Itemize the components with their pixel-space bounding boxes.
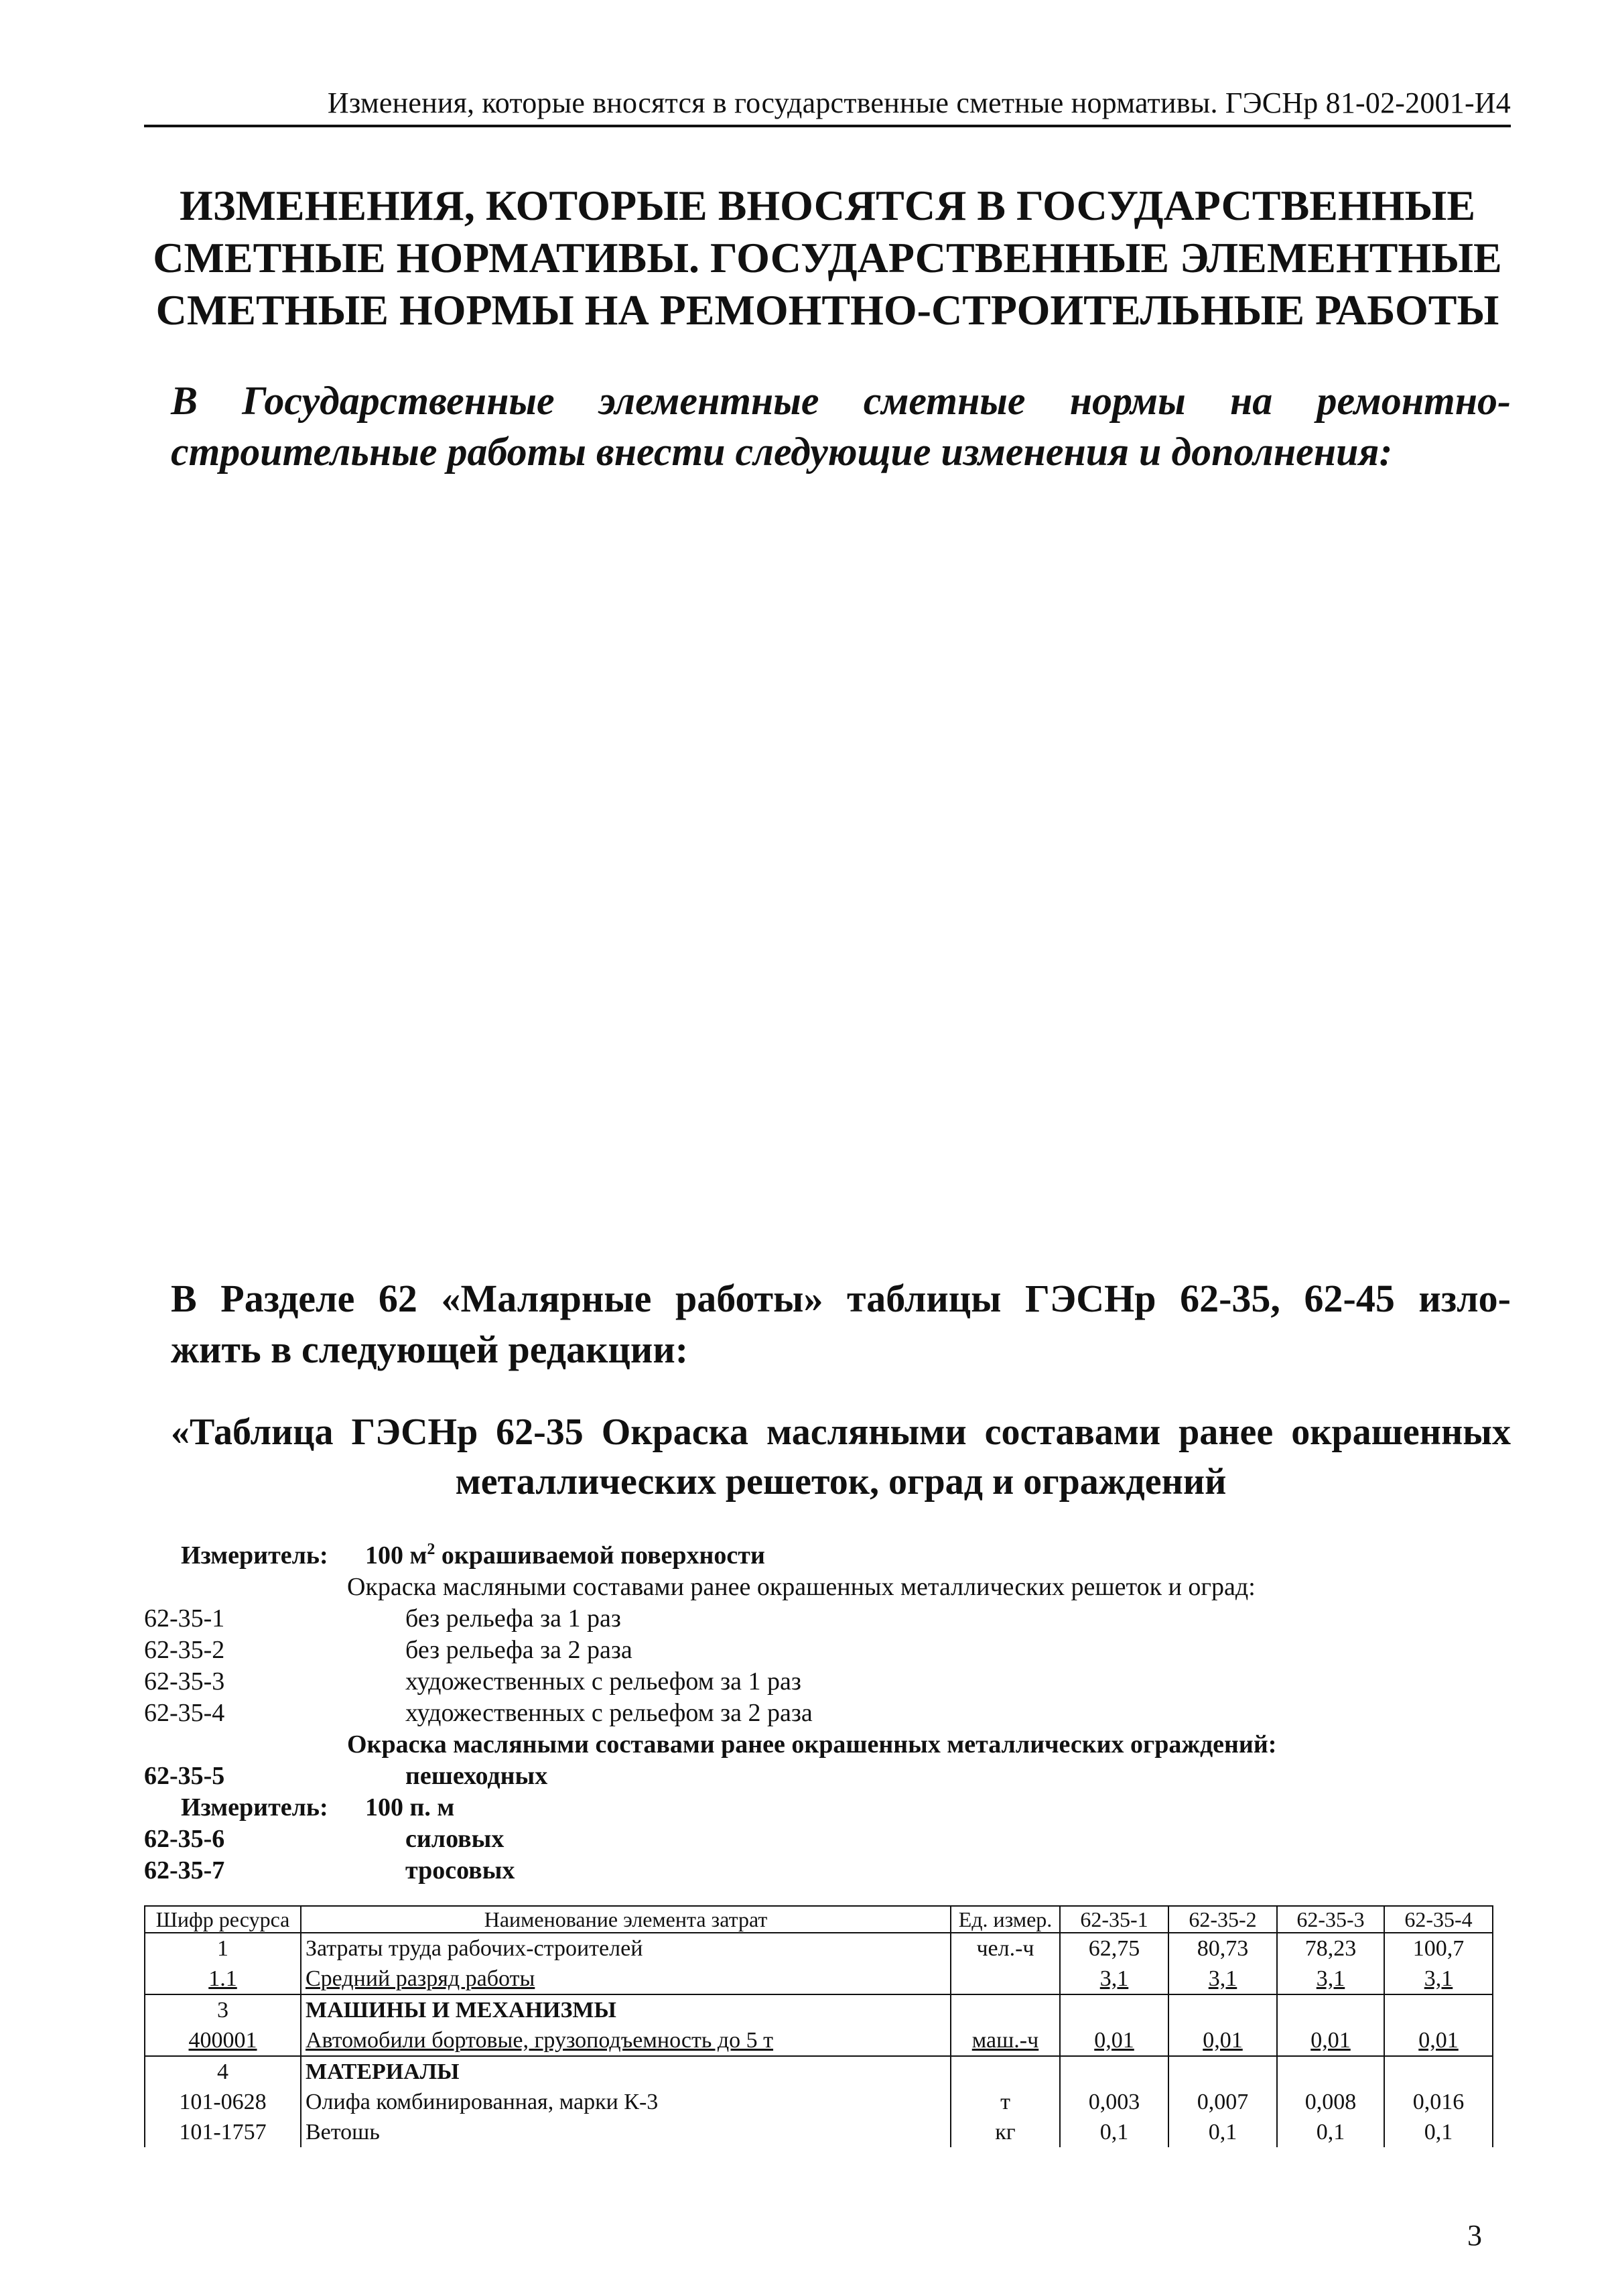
table-cell: 101-0628 (145, 2087, 301, 2117)
table-cell: 101-1757 (145, 2117, 301, 2147)
intro-paragraph (171, 375, 1511, 477)
document-title (144, 180, 1511, 336)
meter-value (365, 1540, 765, 1572)
meter-value-sup: 2 (427, 1541, 435, 1558)
table-cell: 0,1 (1277, 2117, 1384, 2147)
table-row (145, 1964, 1493, 1994)
section-line-2: жить в следующей редакции: (171, 1328, 689, 1371)
table-cell (951, 1994, 1060, 2025)
table-cell: Затраты труда рабочих-строителей (301, 1933, 951, 1964)
table-cell: 78,23 (1277, 1933, 1384, 1964)
norm-code: 62-35-2 (144, 1636, 225, 1664)
norm-code: 62-35-3 (144, 1667, 225, 1696)
column-header: 62-35-4 (1384, 1906, 1493, 1933)
table-cell (1277, 1994, 1384, 2025)
table-cell: кг (951, 2117, 1060, 2147)
table-cell: 4 (145, 2056, 301, 2087)
norm-code: 62-35-5 (144, 1762, 225, 1790)
table-cell: 0,1 (1060, 2117, 1168, 2147)
table-cell: 3,1 (1384, 1964, 1493, 1994)
table-row (145, 1994, 1493, 2025)
norm-code: 62-35-7 (144, 1856, 225, 1885)
group2-heading: Окраска масляными составами ранее окрашенных металлических ограждений: (347, 1730, 1277, 1759)
column-header: Ед. измер. (951, 1906, 1060, 1933)
norm-desc: пешеходных (405, 1762, 548, 1790)
section-line-1: В Разделе 62 «Малярные работы» таблицы ГЭСНр 62-35, 62-45 изло- (171, 1277, 1511, 1320)
column-header: 62-35-3 (1277, 1906, 1384, 1933)
resource-table (144, 1905, 1493, 2147)
table-row (145, 1933, 1493, 1964)
norm-desc: художественных с рельефом за 2 раза (405, 1699, 813, 1727)
table-cell: 0,016 (1384, 2087, 1493, 2117)
group1-heading: Окраска масляными составами ранее окрашенных металлических решеток и оград: (347, 1573, 1256, 1601)
table-cell: Средний разряд работы (301, 1964, 951, 1994)
table-title-line-1: «Таблица ГЭСНр 62-35 Окраска масляными составами ранее окрашенных (171, 1411, 1511, 1453)
table-cell: 400001 (145, 2025, 301, 2056)
table-cell: 0,01 (1384, 2025, 1493, 2056)
table-cell: МАТЕРИАЛЫ (301, 2056, 951, 2087)
table-cell: т (951, 2087, 1060, 2117)
table-header-row (145, 1906, 1493, 1933)
norm-code: 62-35-1 (144, 1604, 225, 1633)
table-cell: 0,1 (1168, 2117, 1277, 2147)
table-cell (1060, 1994, 1168, 2025)
table-cell: 3 (145, 1994, 301, 2025)
table-row (145, 2025, 1493, 2056)
norm-desc: художественных с рельефом за 1 раз (405, 1667, 801, 1696)
table-cell: 0,01 (1277, 2025, 1384, 2056)
table-title (171, 1407, 1511, 1507)
table-cell (1384, 2056, 1493, 2087)
table-cell (951, 2056, 1060, 2087)
intro-line-2: строительные работы внести следующие изменения и дополнения: (171, 430, 1393, 474)
table-cell: 1 (145, 1933, 301, 1964)
table-cell (1384, 1994, 1493, 2025)
title-line-2: СМЕТНЫЕ НОРМАТИВЫ. ГОСУДАРСТВЕННЫЕ ЭЛЕМЕНТНЫЕ (153, 234, 1502, 281)
norm-desc: тросовых (405, 1856, 515, 1885)
table-title-line-2: металлических решеток, оград и ограждений (455, 1461, 1227, 1503)
meter2-value: 100 п. м (365, 1793, 455, 1822)
norm-code: 62-35-6 (144, 1825, 225, 1853)
table-cell: 3,1 (1168, 1964, 1277, 1994)
intro-line-1: В Государственные элементные сметные нормы на ремонтно- (171, 379, 1511, 423)
table-cell: 0,003 (1060, 2087, 1168, 2117)
norm-code: 62-35-4 (144, 1699, 225, 1727)
table-cell (1168, 2056, 1277, 2087)
table-cell: 0,1 (1384, 2117, 1493, 2147)
header-rule (144, 125, 1511, 127)
norm-desc: без рельефа за 2 раза (405, 1636, 632, 1664)
table-cell: 0,01 (1060, 2025, 1168, 2056)
table-row (145, 2117, 1493, 2147)
section-paragraph (171, 1273, 1511, 1375)
table-cell: чел.-ч (951, 1933, 1060, 1964)
meter2-label: Измеритель: (181, 1793, 328, 1822)
table-cell: Автомобили бортовые, грузоподъемность до 5 т (301, 2025, 951, 2056)
title-line-3: СМЕТНЫЕ НОРМЫ НА РЕМОНТНО-СТРОИТЕЛЬНЫЕ РАБОТЫ (155, 286, 1499, 334)
meter-value-number: 100 м (365, 1541, 427, 1570)
table-cell: Ветошь (301, 2117, 951, 2147)
table-cell: 100,7 (1384, 1933, 1493, 1964)
table-row (145, 2056, 1493, 2087)
norm-desc: силовых (405, 1825, 505, 1853)
table-cell (1277, 2056, 1384, 2087)
table-cell: 1.1 (145, 1964, 301, 1994)
table-cell (951, 1964, 1060, 1994)
column-header: 62-35-1 (1060, 1906, 1168, 1933)
page-number: 3 (1467, 2219, 1482, 2252)
column-header: 62-35-2 (1168, 1906, 1277, 1933)
table-cell: 3,1 (1277, 1964, 1384, 1994)
table-cell: 80,73 (1168, 1933, 1277, 1964)
table-cell: МАШИНЫ И МЕХАНИЗМЫ (301, 1994, 951, 2025)
table-cell: 0,008 (1277, 2087, 1384, 2117)
meter-label: Измеритель: (181, 1541, 328, 1570)
table-cell: 62,75 (1060, 1933, 1168, 1964)
norm-desc: без рельефа за 1 раз (405, 1604, 621, 1633)
table-cell (1060, 2056, 1168, 2087)
table-cell: 3,1 (1060, 1964, 1168, 1994)
running-header: Изменения, которые вносятся в государственные сметные нормативы. ГЭСНр 81-02-2001-И4 (327, 86, 1511, 119)
title-line-1: ИЗМЕНЕНИЯ, КОТОРЫЕ ВНОСЯТСЯ В ГОСУДАРСТВЕННЫЕ (179, 182, 1476, 229)
table-cell: 0,01 (1168, 2025, 1277, 2056)
table-cell: Олифа комбинированная, марки К-3 (301, 2087, 951, 2117)
table-cell: маш.-ч (951, 2025, 1060, 2056)
meter-value-rest: окрашиваемой поверхности (435, 1541, 765, 1570)
column-header: Наименование элемента затрат (301, 1906, 951, 1933)
table-row (145, 2087, 1493, 2117)
table-cell: 0,007 (1168, 2087, 1277, 2117)
column-header: Шифр ресурса (145, 1906, 301, 1933)
table-cell (1168, 1994, 1277, 2025)
